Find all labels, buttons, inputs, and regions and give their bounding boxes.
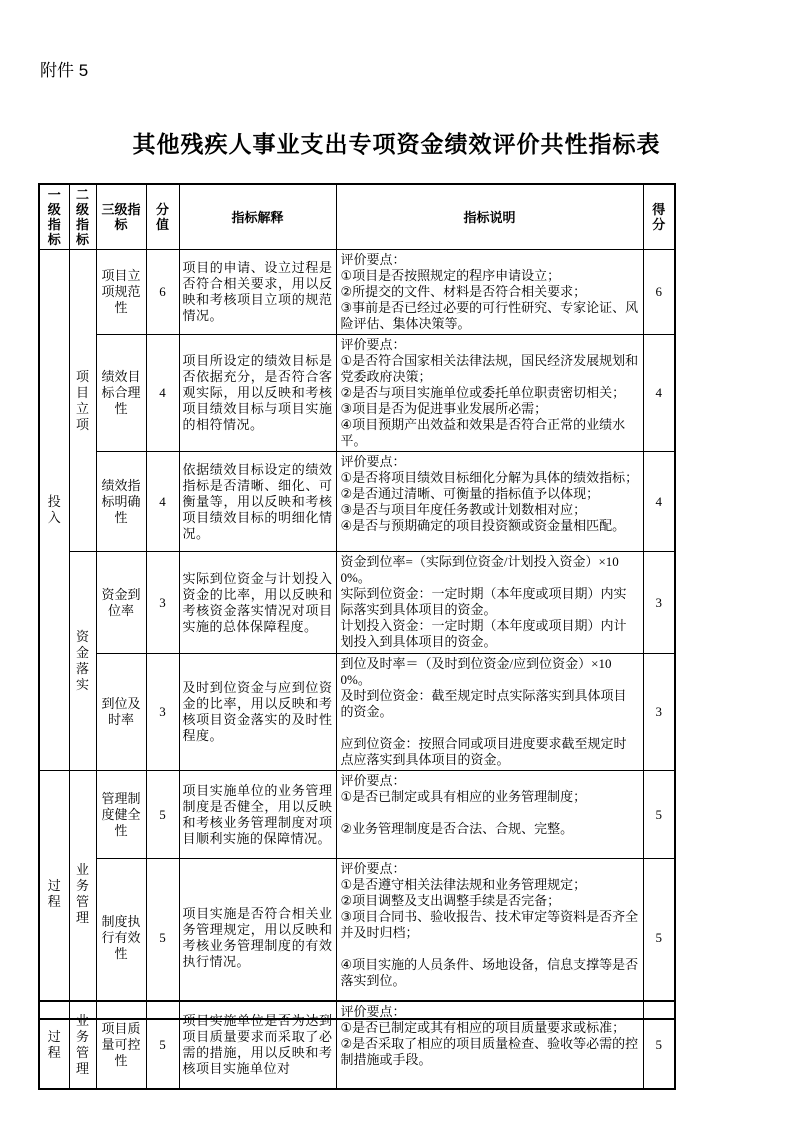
score-value-cell: 3 xyxy=(146,552,179,654)
table-row xyxy=(39,859,675,1019)
explanation-cell: 实际到位资金与计划投入资金的比率，用以反映和考核资金落实情况对项目实施的总体保障程度。 xyxy=(179,552,336,654)
explanation-cell: 依据绩效目标设定的绩效指标是否清晰、细化、可衡量等，用以反映和考核项目绩效目标的明细化情况。 xyxy=(179,452,336,552)
level3-indicator-cell: 到位及时率 xyxy=(96,654,146,771)
indicator-table xyxy=(38,183,676,1020)
explanation-cell: 项目实施单位的业务管理制度是否健全，用以反映和考核业务管理制度对项目顺利实施的保障情况。 xyxy=(179,771,336,859)
header-score-value: 分值 xyxy=(146,184,179,250)
score-value-cell: 5 xyxy=(146,771,179,859)
score-cell: 3 xyxy=(643,654,675,771)
table-row xyxy=(39,654,675,771)
level2-group-cell: 资金落实 xyxy=(69,552,96,771)
score-cell: 5 xyxy=(643,771,675,859)
level3-indicator-cell: 制度执行有效性 xyxy=(96,859,146,1019)
table-row xyxy=(39,250,675,335)
level1-group-cell: 投入 xyxy=(39,250,69,771)
score-value-cell: 4 xyxy=(146,335,179,452)
level2-group-cell: 业务管理 xyxy=(69,771,96,1019)
table-row xyxy=(39,771,675,859)
description-cell: 评价要点： ①项目是否按照规定的程序申请设立； ②所提交的文件、材料是否符合相关要求； ③事前是否已经过必要的可行性研究、专家论证、风险评估、集体决策等。 xyxy=(336,250,643,335)
header-description: 指标说明 xyxy=(336,184,643,250)
header-level1-indicator: 一级指标 xyxy=(39,184,69,250)
score-cell: 6 xyxy=(643,250,675,335)
level1-group-cell: 过程 xyxy=(39,1001,69,1089)
table-row xyxy=(39,452,675,552)
indicator-table-continuation xyxy=(38,1000,676,1090)
table-row xyxy=(39,552,675,654)
header-level2-indicator: 二级指标 xyxy=(69,184,96,250)
description-cell: 评价要点： ①是否已制定或其有相应的项目质量要求或标准； ②是否采取了相应的项目质量检查、验收等必需的控制措施或手段。 xyxy=(336,1001,643,1089)
level1-group-cell: 过程 xyxy=(39,771,69,1019)
score-cell: 4 xyxy=(643,452,675,552)
score-cell: 5 xyxy=(643,1001,675,1089)
table-row xyxy=(39,335,675,452)
score-cell: 3 xyxy=(643,552,675,654)
description-cell: 评价要点： ①是否已制定或具有相应的业务管理制度； ②业务管理制度是否合法、合规、完整。 xyxy=(336,771,643,859)
page-title: 其他残疾人事业支出专项资金绩效评价共性指标表 xyxy=(132,131,661,157)
description-cell: 到位及时率＝（及时到位资金/应到位资金）×100%。 及时到位资金：截至规定时点实际落实到具体项目的资金。 应到位资金：按照合同或项目进度要求截至规定时点应落实到具体项目的资金。 xyxy=(336,654,643,771)
level3-indicator-cell: 项目质量可控性 xyxy=(96,1001,146,1089)
explanation-cell: 及时到位资金与应到位资金的比率，用以反映和考核项目资金落实的及时性程度。 xyxy=(179,654,336,771)
table-row xyxy=(39,1001,675,1089)
explanation-cell: 项目的申请、设立过程是否符合相关要求，用以反映和考核项目立项的规范情况。 xyxy=(179,250,336,335)
attachment-label: 附件 5 xyxy=(40,61,89,80)
score-value-cell: 6 xyxy=(146,250,179,335)
level3-indicator-cell: 绩效目标合理性 xyxy=(96,335,146,452)
level2-group-cell: 项目立项 xyxy=(69,250,96,552)
score-value-cell: 5 xyxy=(146,1001,179,1089)
description-cell: 资金到位率=（实际到位资金/计划投入资金）×100%。 实际到位资金：一定时期（本年度或项目期）内实际落实到具体项目的资金。 计划投入资金：一定时期（本年度或项目期）内计划投入到具体项目的资金。 xyxy=(336,552,643,654)
level3-indicator-cell: 绩效指标明确性 xyxy=(96,452,146,552)
header-level3-indicator: 三级指标 xyxy=(96,184,146,250)
score-value-cell: 3 xyxy=(146,654,179,771)
explanation-cell: 项目实施单位是否为达到项目质量要求而采取了必需的措施，用以反映和考核项目实施单位对 xyxy=(179,1001,336,1089)
explanation-cell: 项目所设定的绩效目标是否依据充分，是否符合客观实际，用以反映和考核项目绩效目标与项目实施的相符情况。 xyxy=(179,335,336,452)
header-score: 得分 xyxy=(643,184,675,250)
description-cell: 评价要点： ①是否符合国家相关法律法规，国民经济发展规划和党委政府决策； ②是否与项目实施单位或委托单位职责密切相关； ③项目是否为促进事业发展所必需； ④项目预期产出效益和效果是否符合正常的业绩水平。 xyxy=(336,335,643,452)
score-cell: 4 xyxy=(643,335,675,452)
header-explanation: 指标解释 xyxy=(179,184,336,250)
level3-indicator-cell: 管理制度健全性 xyxy=(96,771,146,859)
score-cell: 5 xyxy=(643,859,675,1019)
score-value-cell: 5 xyxy=(146,859,179,1019)
level2-group-cell: 业务管理 xyxy=(69,1001,96,1089)
explanation-cell: 项目实施是否符合相关业务管理规定，用以反映和考核业务管理制度的有效执行情况。 xyxy=(179,859,336,1019)
level3-indicator-cell: 项目立项规范性 xyxy=(96,250,146,335)
description-cell: 评价要点： ①是否将项目绩效目标细化分解为具体的绩效指标； ②是否通过清晰、可衡量的指标值予以体现； ③是否与项目年度任务教或计划数相对应； ④是否与预期确定的项目投资额或资金量相匹配。 xyxy=(336,452,643,552)
table-header-row xyxy=(39,184,675,250)
description-cell: 评价要点： ①是否遵守相关法律法规和业务管理规定； ②项目调整及支出调整手续是否完备； ③项目合同书、验收报告、技术审定等资料是否齐全并及时归档； ④项目实施的人员条件、场地设备，信息支撑等是否落实到位。 xyxy=(336,859,643,1019)
score-value-cell: 4 xyxy=(146,452,179,552)
level3-indicator-cell: 资金到位率 xyxy=(96,552,146,654)
